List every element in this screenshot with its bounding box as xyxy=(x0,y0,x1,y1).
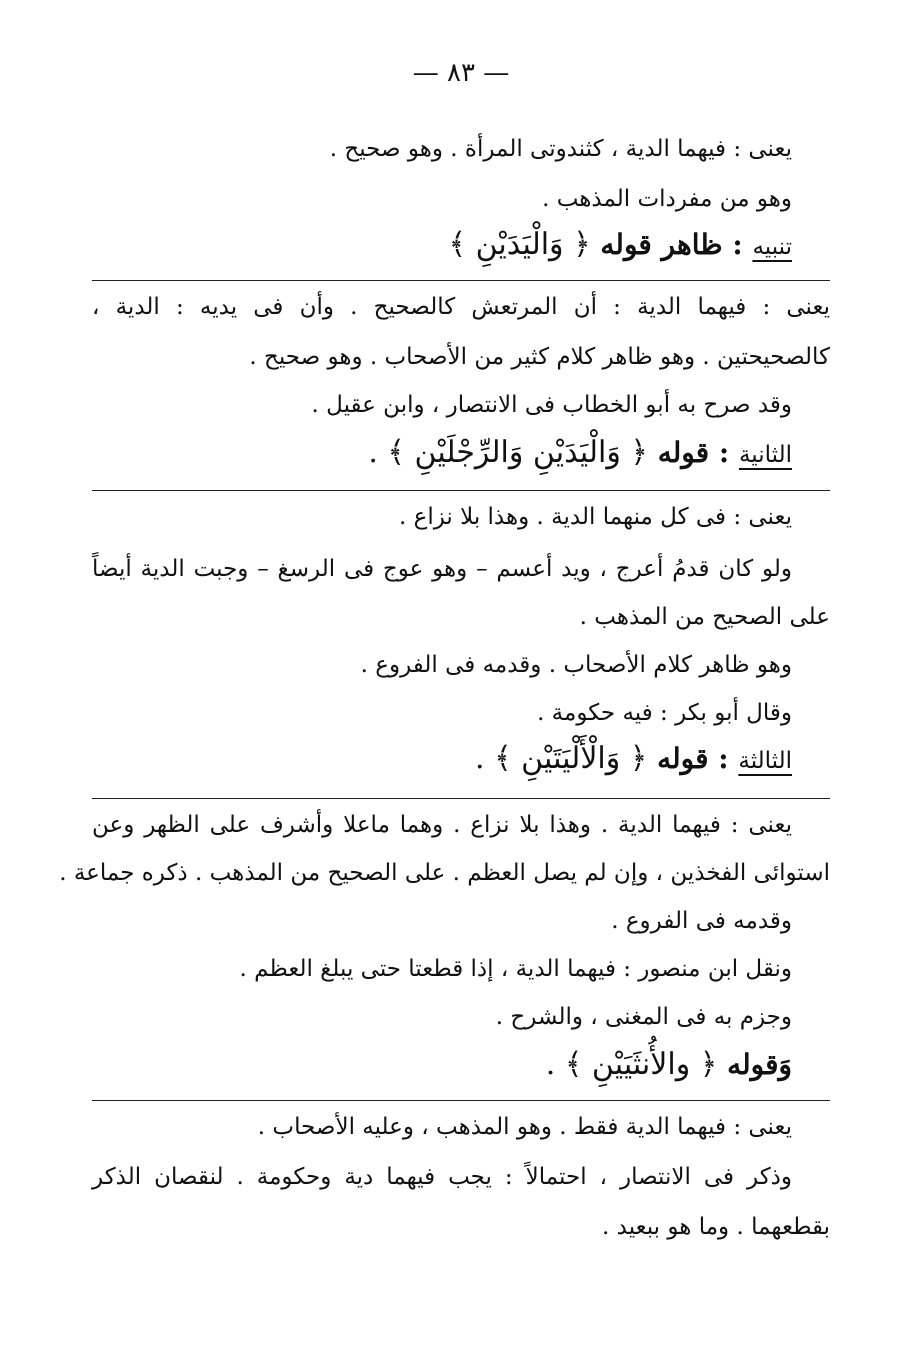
text-line: استوائى الفخذين ، وإن لم يصل العظم . على الصحيح من المذهب . ذكره جماعة . xyxy=(59,860,830,886)
text-line: وقد صرح به أبو الخطاب فى الانتصار ، وابن عقيل . xyxy=(311,392,792,418)
text-line: يعنى : فيهما الدية . وهذا بلا نزاع . وهما ماعلا وأشرف على الظهر وعن xyxy=(92,812,792,838)
quran-verse: ﴿ والأُنثَيَيْنِ ﴾ . xyxy=(545,1047,718,1082)
quran-verse: ﴿ وَالْيَدَيْنِ ﴾ xyxy=(448,227,591,262)
text-line: يعنى : فيهما الدية فقط . وهو المذهب ، وعليه الأصحاب . xyxy=(257,1114,792,1140)
text-line: ونقل ابن منصور : فيهما الدية ، إذا قطعتا حتى يبلغ العظم . xyxy=(239,956,792,982)
text-line: وهو ظاهر كلام الأصحاب . وقدمه فى الفروع . xyxy=(360,652,792,678)
text-line: يعنى : فى كل منهما الدية . وهذا بلا نزاع . xyxy=(398,504,792,530)
section-heading xyxy=(448,228,792,264)
section-heading xyxy=(546,1048,792,1082)
heading-label: الثانية xyxy=(738,442,792,468)
text-line: يعنى : فيهما الدية : أن المرتعش كالصحيح . وأن فى يديه : الدية ، xyxy=(92,294,830,320)
text-line: يعنى : فيهما الدية ، كثندوتى المرأة . وهو صحيح . xyxy=(329,136,792,162)
text-line: على الصحيح من المذهب . xyxy=(579,604,830,630)
text-line: وجزم به فى المغنى ، والشرح . xyxy=(495,1004,792,1030)
text-line: وقدمه فى الفروع . xyxy=(611,908,792,934)
heading-text: : قوله xyxy=(647,742,739,775)
divider-rule xyxy=(92,490,830,491)
text-line: كالصحيحتين . وهو ظاهر كلام كثير من الأصحاب . وهو صحيح . xyxy=(249,344,830,370)
section-heading xyxy=(475,742,792,778)
text-line: وقال أبو بكر : فيه حكومة . xyxy=(537,700,792,726)
divider-rule xyxy=(92,280,830,281)
heading-text: وَقوله xyxy=(717,1048,792,1081)
heading-label: تنبيه xyxy=(752,234,792,260)
text-line: ولو كان قدمُ أعرج ، ويد أعسم – وهو عوج فى الرسغ – وجبت الدية أيضاً xyxy=(92,556,792,582)
heading-text: : قوله xyxy=(647,436,739,469)
quran-verse: ﴿ وَالْأَلْيَتَيْنِ ﴾ . xyxy=(475,741,648,776)
text-line: وذكر فى الانتصار ، احتمالاً : يجب فيهما دية وحكومة . لنقصان الذكر xyxy=(92,1164,792,1190)
divider-rule xyxy=(92,1100,830,1101)
quran-verse: ﴿ وَالْيَدَيْنِ وَالرِّجْلَيْنِ ﴾ . xyxy=(368,435,648,470)
heading-label: الثالثة xyxy=(738,748,792,774)
heading-text: : ظاهر قوله xyxy=(590,228,753,261)
divider-rule xyxy=(92,798,830,799)
page-number: — ٨٣ — xyxy=(412,58,510,88)
section-heading xyxy=(368,436,792,472)
text-line: بقطعهما . وما هو ببعيد . xyxy=(602,1214,830,1240)
text-line: وهو من مفردات المذهب . xyxy=(542,186,792,212)
